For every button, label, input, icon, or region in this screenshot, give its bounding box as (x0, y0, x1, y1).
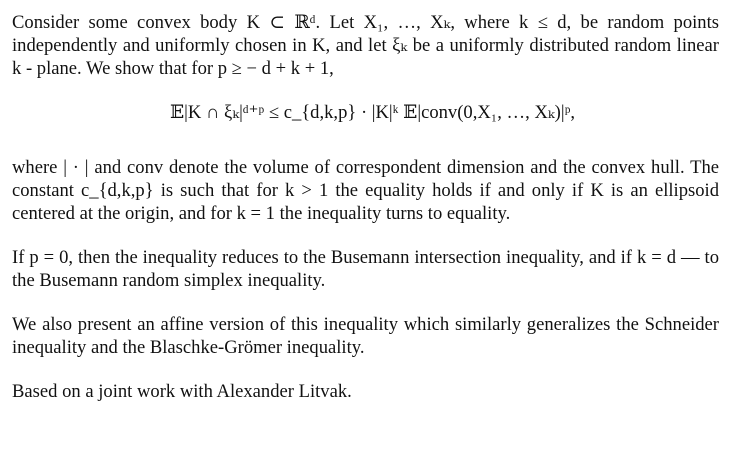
abstract-paragraph-special-cases: If p = 0, then the inequality reduces to the Busemann intersection inequality, and if k = d — to the Busemann random simplex inequality. (12, 247, 719, 291)
abstract-document (12, 11, 719, 403)
abstract-paragraph-affine-version: We also present an affine version of this inequality which similarly generalizes the Schneider inequality and the Blaschke-Grömer inequality. (12, 314, 719, 358)
main-inequality-formula: 𝔼|K ∩ ξₖ|ᵈ⁺ᵖ ≤ c_{d,k,p} · |K|ᵏ 𝔼|conv(0,X₁, …, Xₖ)|ᵖ, (169, 102, 575, 123)
abstract-paragraph-acknowledgement: Based on a joint work with Alexander Litvak. (12, 381, 352, 402)
abstract-paragraph-definitions: where | · | and conv denote the volume of correspondent dimension and the convex hull. The constant c_{d,k,p} is such that for k > 1 the equality holds if and only if K is an ellipsoid centered at the origin, and for k = 1 the inequality turns to equality. (12, 157, 719, 224)
abstract-paragraph-setup: Consider some convex body K ⊂ ℝᵈ. Let X₁, …, Xₖ, where k ≤ d, be random points independently and uniformly chosen in K, and let ξₖ be a uniformly distributed random linear k - plane. We show that for p ≥ − d + k + 1, (12, 12, 719, 79)
